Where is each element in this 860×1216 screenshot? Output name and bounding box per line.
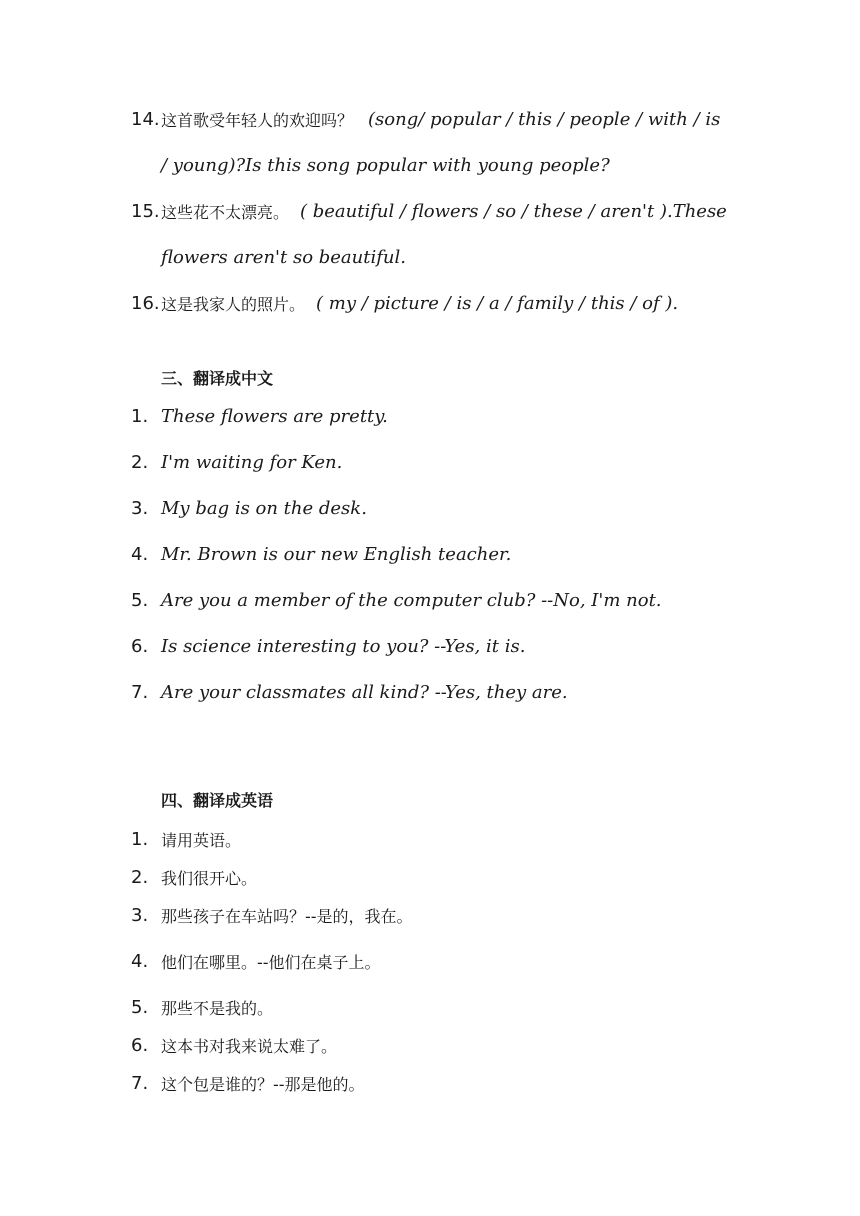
item-text: I'm waiting for Ken. — [161, 452, 343, 473]
item-answer: / young)?Is this song popular with young people? — [161, 155, 610, 176]
item-chinese-prompt: 这些花不太漂亮。 — [161, 203, 290, 222]
item-text: 这本书对我来说太难了。 — [161, 1037, 338, 1056]
item-word-list: ( beautiful / flowers / so / these / aren't ).These — [300, 201, 727, 222]
item-text: 他们在哪里。--他们在桌子上。 — [161, 953, 381, 972]
item-number: 1. — [131, 406, 149, 427]
item-number: 7. — [131, 682, 149, 703]
item-text: These flowers are pretty. — [161, 406, 388, 427]
item-number: 5. — [131, 590, 149, 611]
item-answer: flowers aren't so beautiful. — [161, 247, 406, 268]
item-text: Are your classmates all kind? --Yes, they are. — [161, 682, 568, 703]
item-number: 3. — [131, 498, 149, 519]
item-text: 我们很开心。 — [161, 869, 258, 888]
item-text: 请用英语。 — [161, 831, 242, 850]
item-text: 那些孩子在车站吗？--是的，我在。 — [161, 907, 413, 926]
item-text: 那些不是我的。 — [161, 999, 274, 1018]
item-number: 6. — [131, 1035, 149, 1056]
item-text: Are you a member of the computer club? --No, I'm not. — [161, 590, 662, 611]
item-text: Mr. Brown is our new English teacher. — [161, 544, 512, 565]
section-heading: 四、翻译成英语 — [161, 791, 274, 810]
item-number: 16. — [131, 293, 160, 314]
item-number: 7. — [131, 1073, 149, 1094]
item-chinese-prompt: 这是我家人的照片。 — [161, 295, 306, 314]
item-chinese-prompt: 这首歌受年轻人的欢迎吗？ — [161, 111, 354, 130]
item-text: Is science interesting to you? --Yes, it is. — [161, 636, 526, 657]
item-number: 1. — [131, 829, 149, 850]
item-number: 4. — [131, 544, 149, 565]
item-number: 6. — [131, 636, 149, 657]
item-number: 15. — [131, 201, 160, 222]
item-text: 这个包是谁的？--那是他的。 — [161, 1075, 365, 1094]
item-word-list: (song/ popular / this / people / with / is — [368, 109, 721, 130]
item-number: 4. — [131, 951, 149, 972]
item-text: My bag is on the desk. — [161, 498, 367, 519]
item-number: 14. — [131, 109, 160, 130]
item-word-list: ( my / picture / is / a / family / this / of ). — [316, 293, 679, 314]
item-number: 3. — [131, 905, 149, 926]
section-heading: 三、翻译成中文 — [161, 369, 274, 388]
item-number: 2. — [131, 867, 149, 888]
item-number: 2. — [131, 452, 149, 473]
item-number: 5. — [131, 997, 149, 1018]
